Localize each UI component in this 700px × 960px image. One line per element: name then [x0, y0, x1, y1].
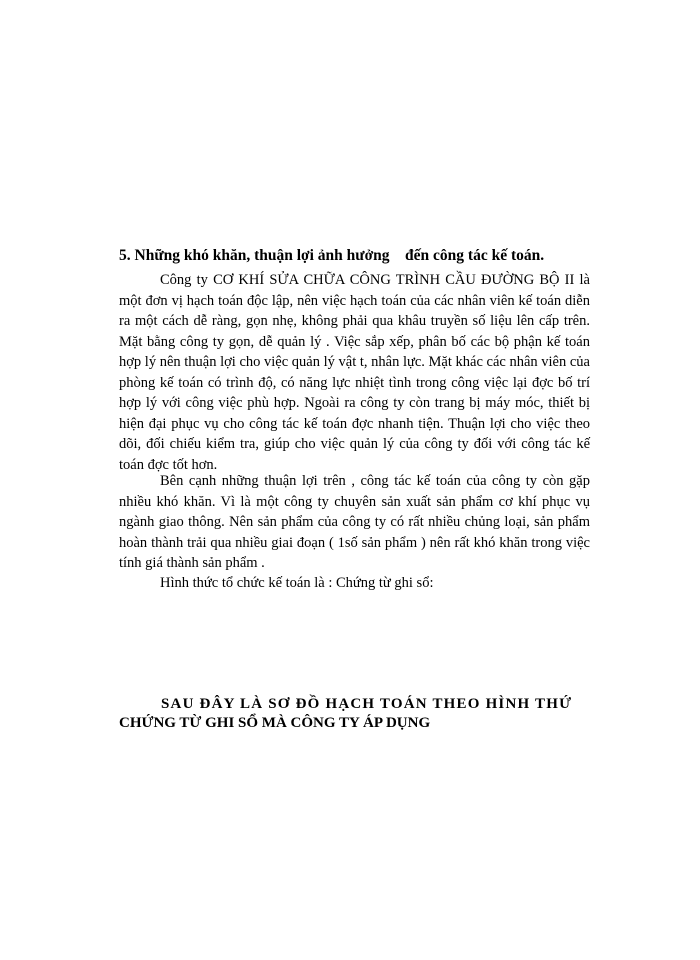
paragraph-difficulties: Bên cạnh những thuận lợi trên , công tác kế toán của công ty còn gặp nhiều khó khăn. Vì là một công ty chuyên sản xuất sản phẩm cơ khí phục vụ ngành giao thông. Nên sản phẩm của công ty có rất nhiều chủng loại, sản phẩm hoàn thành trải qua nhiều giai đoạn ( 1số sản phẩm ) nên rất khó khăn trong việc tính giá thành sản phẩm .	[119, 473, 590, 571]
paragraph-accounting-form: Hình thức tổ chức kế toán là : Chứng từ ghi sổ:	[160, 575, 434, 591]
diagram-title-line-2: CHỨNG TỪ GHI SỔ MÀ CÔNG TY ÁP DỤNG	[119, 715, 431, 731]
section-heading: 5. Những khó khăn, thuận lợi ảnh hưởng đến công tác kế toán.	[119, 247, 545, 264]
diagram-title-line-1: SAU ĐÂY LÀ SƠ ĐỒ HẠCH TOÁN THEO HÌNH THỨ	[161, 696, 573, 712]
paragraph-advantages: Công ty CƠ KHÍ SỬA CHỮA CÔNG TRÌNH CẦU ĐƯỜNG BỘ II là một đơn vị hạch toán độc lập, nên việc hạch toán của các nhân viên kế toán diễn ra một cách dễ ràng, gọn nhẹ, không phải qua khâu truyền số liệu lên cấp trên. Mặt bằng công ty gọn, dễ quản lý . Việc sắp xếp, phân bố các bộ phận kế toán hợp lý nên thuận lợi cho việc quản lý vật t, nhân lực. Mặt khác các nhân viên của phòng kế toán có trình độ, có năng lực nhiệt tình trong công việc lại đợc bố trí hợp lý với công việc phù hợp. Ngoài ra công ty còn trang bị máy móc, thiết bị hiện đại phục vụ cho công tác kế toán đợc nhanh tiện. Thuận lợi cho việc theo dõi, đối chiếu kiểm tra, giúp cho việc quản lý của công ty đối với công tác kế toán đợc tốt hơn.	[119, 272, 590, 473]
diagram-section-title	[119, 695, 599, 733]
